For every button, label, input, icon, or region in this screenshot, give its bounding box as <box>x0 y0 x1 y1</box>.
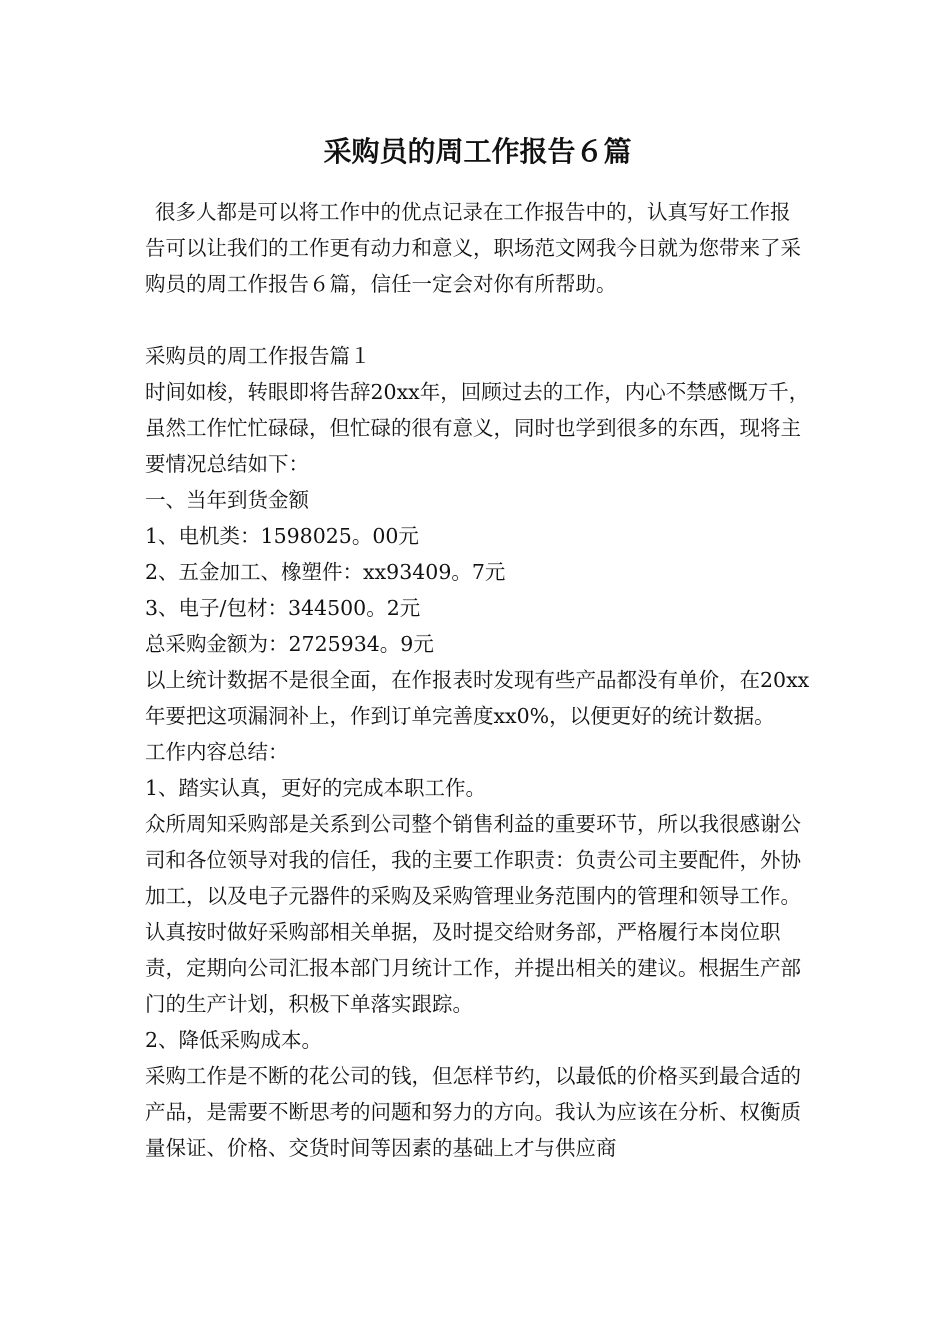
list-item: 2、五金加工、橡塑件：xx93409。7元 <box>145 560 506 584</box>
total-line: 总采购金额为：2725934。9元 <box>145 632 434 656</box>
paragraph-gap <box>145 302 810 338</box>
list-item: 1、电机类：1598025。00元 <box>145 524 419 548</box>
section-heading: 采购员的周工作报告篇１ <box>145 344 371 368</box>
body-paragraph: 以上统计数据不是很全面，在作报表时发现有些产品都没有单价，在20xx年要把这项漏洞补上，作到订单完善度xx0%，以便更好的统计数据。 <box>145 668 810 728</box>
body-paragraph: 众所周知采购部是关系到公司整个销售利益的重要环节，所以我很感谢公司和各位领导对我的信任，我的主要工作职责：负责公司主要配件，外协加工，以及电子元器件的采购及采购管理业务范围内的管理和领导工作。认真按时做好采购部相关单据，及时提交给财务部，严格履行本岗位职责，定期向公司汇报本部门月统计工作，并提出相关的建议。根据生产部门的生产计划，积极下单落实跟踪。 <box>145 812 801 1016</box>
document-page <box>145 130 810 1166</box>
body-paragraph: 时间如梭，转眼即将告辞20xx年，回顾过去的工作，内心不禁感慨万千，虽然工作忙忙碌碌，但忙碌的很有意义，同时也学到很多的东西，现将主要情况总结如下： <box>145 380 810 476</box>
intro-paragraph: 很多人都是可以将工作中的优点记录在工作报告中的，认真写好工作报告可以让我们的工作更有动力和意义，职场范文网我今日就为您带来了采购员的周工作报告６篇，信任一定会对你有所帮助。 <box>145 200 801 296</box>
subsection-heading: 一、当年到货金额 <box>145 488 309 512</box>
list-item: 1、踏实认真，更好的完成本职工作。 <box>145 776 487 800</box>
body-paragraph: 采购工作是不断的花公司的钱，但怎样节约，以最低的价格买到最合适的产品，是需要不断思考的问题和努力的方向。我认为应该在分析、权衡质量保证、价格、交货时间等因素的基础上才与供应商 <box>145 1064 801 1160</box>
body-text <box>145 338 810 1166</box>
list-item: 2、降低采购成本。 <box>145 1028 323 1052</box>
subsection-heading: 工作内容总结： <box>145 740 289 764</box>
list-item: 3、电子/包材：344500。2元 <box>145 596 421 620</box>
document-title: 采购员的周工作报告６篇 <box>323 135 632 168</box>
